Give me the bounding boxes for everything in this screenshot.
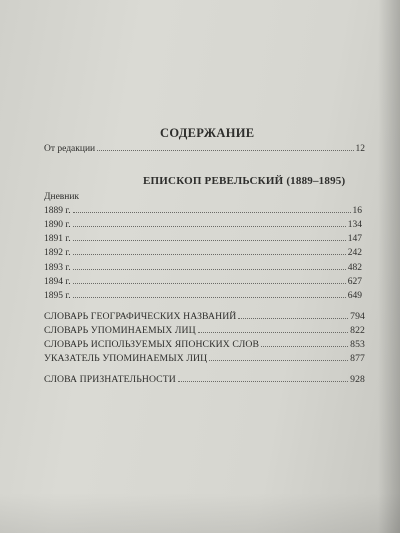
- toc-entry-title: 1894 г.: [44, 277, 71, 287]
- toc-entry-title: 1895 г.: [44, 291, 71, 301]
- leader-dots: [209, 360, 348, 361]
- toc-entry-year: [44, 262, 362, 274]
- leader-dots: [73, 240, 346, 241]
- leader-dots: [73, 269, 346, 270]
- toc-entry-page: 877: [350, 353, 365, 364]
- toc-entry-page: 16: [352, 206, 362, 216]
- toc-entry-appendix: [44, 311, 365, 323]
- toc-entry-title: 1889 г.: [44, 206, 71, 216]
- toc-entry-title: 1893 г.: [44, 263, 71, 273]
- leader-dots: [198, 332, 348, 333]
- leader-dots: [73, 254, 346, 255]
- toc-entry-year: [44, 205, 362, 217]
- toc-entry-page: 794: [350, 311, 365, 322]
- toc-entry-year: [44, 247, 362, 259]
- toc-entry-page: 242: [347, 248, 362, 258]
- toc-entry-appendix: [44, 325, 365, 337]
- toc-entry-title: СЛОВА ПРИЗНАТЕЛЬНОСТИ: [44, 374, 176, 385]
- toc-entry-acknowledgements: [44, 374, 365, 386]
- leader-dots: [73, 297, 346, 298]
- leader-dots: [97, 150, 353, 151]
- toc-entry-page: 649: [347, 291, 362, 301]
- page-gutter-shadow: [378, 0, 400, 533]
- toc-entry-page: 482: [347, 263, 362, 273]
- toc-entry-title: 1890 г.: [44, 220, 71, 230]
- page-bottom-shadow: [0, 493, 400, 533]
- toc-entry-page: 822: [350, 325, 365, 336]
- leader-dots: [238, 318, 348, 319]
- toc-entry-year: [44, 233, 362, 245]
- toc-entry-title: 1892 г.: [44, 248, 71, 258]
- leader-dots: [261, 346, 348, 347]
- toc-entry-year: [44, 290, 362, 302]
- toc-entry-appendix: [44, 353, 365, 365]
- toc-entry-title: От редакции: [44, 144, 96, 154]
- toc-entry-page: 928: [350, 374, 365, 385]
- toc-entry-page: 147: [347, 234, 362, 244]
- section-title: ЕПИСКОП РЕВЕЛЬСКИЙ (1889–1895): [143, 175, 346, 187]
- toc-entry-title: УКАЗАТЕЛЬ УПОМИНАЕМЫХ ЛИЦ: [44, 353, 208, 364]
- diary-label: Дневник: [44, 192, 80, 202]
- toc-entry-title: СЛОВАРЬ УПОМИНАЕМЫХ ЛИЦ: [44, 325, 196, 336]
- leader-dots: [73, 226, 346, 227]
- toc-entry-editorial: [44, 143, 365, 155]
- toc-heading: СОДЕРЖАНИЕ: [160, 126, 255, 140]
- leader-dots: [73, 283, 346, 284]
- toc-entry-year: [44, 219, 362, 231]
- toc-entry-page: 853: [350, 339, 365, 350]
- toc-entry-title: СЛОВАРЬ ГЕОГРАФИЧЕСКИХ НАЗВАНИЙ: [44, 311, 237, 322]
- toc-entry-title: СЛОВАРЬ ИСПОЛЬЗУЕМЫХ ЯПОНСКИХ СЛОВ: [44, 339, 260, 350]
- leader-dots: [73, 212, 351, 213]
- toc-entry-title: 1891 г.: [44, 234, 71, 244]
- toc-entry-year: [44, 276, 362, 288]
- toc-entry-page: 12: [355, 144, 365, 154]
- toc-entry-appendix: [44, 339, 365, 351]
- toc-entry-page: 134: [347, 220, 362, 230]
- toc-entry-page: 627: [347, 277, 362, 287]
- leader-dots: [178, 381, 348, 382]
